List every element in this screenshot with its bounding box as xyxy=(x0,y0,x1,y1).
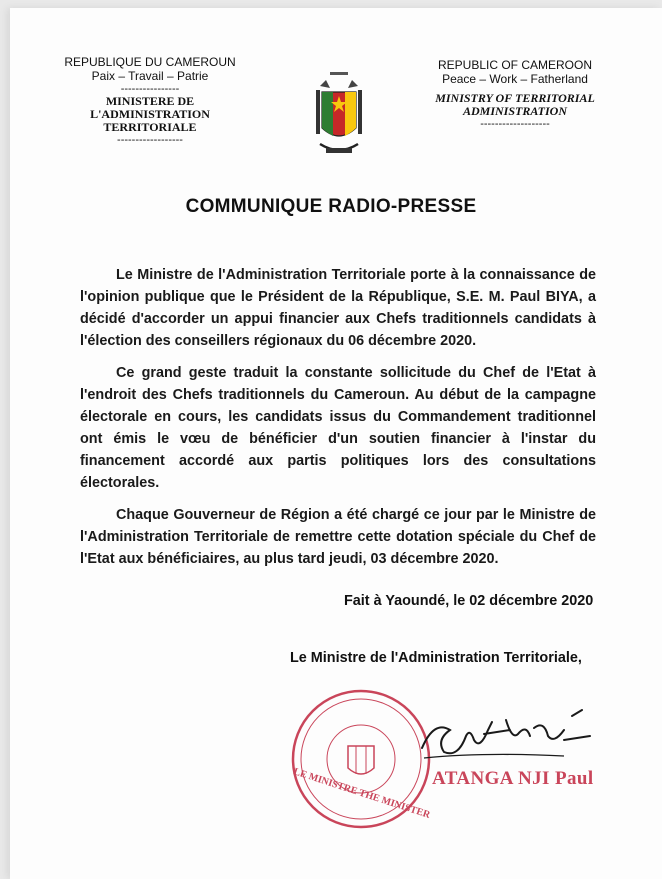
header-left xyxy=(50,55,250,146)
motto-fr: Paix – Travail – Patrie xyxy=(91,69,209,83)
country-en: REPUBLIC OF CAMEROON xyxy=(437,58,593,72)
seal-text: LE MINISTRE THE MINISTER xyxy=(292,766,432,821)
header-left-divider-2: ------------------ xyxy=(117,134,183,146)
paragraph-3: Chaque Gouverneur de Région a été chargé ce jour par le Ministre de l'Administration Territoriale de remettre cette dotation spéciale du Chef de l'Etat aux bénéficiaires, au plus tard jeudi, 03 décembre 2020. xyxy=(80,507,596,567)
communique-body xyxy=(80,264,596,580)
header-left-divider: ---------------- xyxy=(120,83,180,95)
ministry-fr-line1: MINISTERE DE L'ADMINISTRATION xyxy=(90,94,210,121)
paragraph-2: Ce grand geste traduit la constante sollicitude du Chef de l'Etat à l'endroit des Chefs traditionnels du Cameroun. Au début de la campagne électorale en cours, les candidats issus du Commandement traditionnel ont émis le vœu de bénéficier d'un soutien financier à l'instar du financement accordé aux partis politiques lors des consultations électorales. xyxy=(80,365,596,491)
signatory-name: ATANGA NJI Paul xyxy=(432,768,594,789)
signatory-title: Le Ministre de l'Administration Territoriale, xyxy=(290,650,582,666)
header-right-divider: ------------------- xyxy=(480,118,550,130)
header-right xyxy=(425,58,605,130)
paragraph-1: Le Ministre de l'Administration Territoriale porte à la connaissance de l'opinion publique que le Président de la République, S.E. M. Paul BIYA, a décidé d'accorder un appui financier aux Chefs traditionnels candidats à l'élection des conseillers régionaux du 06 décembre 2020. xyxy=(80,267,596,349)
document-title: COMMUNIQUE RADIO-PRESSE xyxy=(185,196,477,217)
ministry-en-line2: ADMINISTRATION xyxy=(462,104,568,118)
coat-of-arms-icon xyxy=(308,66,370,166)
country-fr: REPUBLIQUE DU CAMEROUN xyxy=(64,55,236,69)
place-date: Fait à Yaoundé, le 02 décembre 2020 xyxy=(344,593,594,609)
ministry-fr-line2: TERRITORIALE xyxy=(103,120,197,134)
motto-en: Peace – Work – Fatherland xyxy=(442,72,588,86)
handwritten-signature xyxy=(414,700,594,770)
ministry-en-line1: MINISTRY OF TERRITORIAL xyxy=(435,91,595,105)
